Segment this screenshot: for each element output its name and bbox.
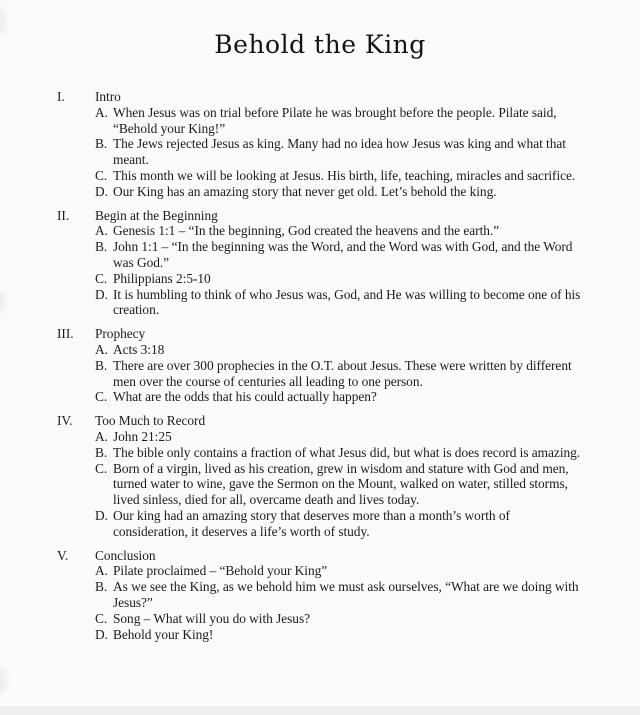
item-text: Our king had an amazing story that deserves more than a month’s worth of consideration, it deserves a life’s worth of study.	[113, 507, 510, 539]
item-text: John 1:1 – “In the beginning was the Word, and the Word was with God, and the Word was God.”	[113, 239, 573, 270]
section-heading: Conclusion	[95, 547, 156, 563]
outline-item	[95, 429, 585, 445]
item-text: As we see the King, as we behold him we must ask ourselves, “What are we doing with Jesus?”	[113, 579, 579, 610]
outline-item	[95, 445, 585, 461]
section-heading-row	[57, 326, 585, 342]
section-heading: Too Much to Record	[95, 413, 206, 429]
item-text: Our King has an amazing story that never get old. Let’s behold the king.	[113, 183, 497, 199]
outline-item	[95, 508, 585, 540]
outline-item	[95, 461, 585, 508]
outline-section-begin-at-the-beginning	[57, 208, 585, 319]
item-text: Song – What will you do with Jesus?	[113, 610, 310, 626]
section-numeral: V.	[57, 547, 69, 563]
item-letter: A.	[95, 428, 108, 444]
item-text: This month we will be looking at Jesus. His birth, life, teaching, miracles and sacrifice.	[113, 167, 576, 183]
item-text: The bible only contains a fraction of what Jesus did, but what is does record is amazing.	[113, 444, 581, 460]
item-text: The Jews rejected Jesus as king. Many had no idea how Jesus was king and what that meant.	[113, 136, 566, 168]
outline-item	[95, 342, 585, 358]
outline-item	[95, 579, 585, 611]
scan-artifact	[0, 668, 7, 694]
section-numeral: III.	[57, 326, 74, 342]
item-letter: A.	[95, 563, 108, 579]
section-items	[95, 223, 585, 318]
section-heading-row	[57, 413, 585, 429]
item-letter: B.	[95, 444, 108, 460]
item-text: Born of a virgin, lived as his creation, grew in wisdom and stature with God and men, turned water to wine, gave the Sermon on the Mount, walked on water, stilled storms, lived sinless, died for all, overcame death and lives today.	[113, 460, 569, 508]
section-heading: Begin at the Beginning	[95, 207, 218, 223]
section-numeral: I.	[57, 89, 65, 104]
outline-item	[95, 563, 585, 579]
item-text: It is humbling to think of who Jesus was, God, and He was willing to become one of his creation.	[113, 286, 581, 318]
item-letter: D.	[95, 507, 108, 523]
section-items	[95, 563, 585, 642]
section-items	[95, 429, 585, 540]
page-title: Behold the King	[214, 30, 426, 59]
item-letter: A.	[95, 104, 108, 120]
item-letter: C.	[95, 460, 108, 476]
item-text: Behold your King!	[113, 626, 214, 642]
outline-item	[95, 389, 585, 405]
item-letter: D.	[95, 286, 108, 302]
outline-section-too-much-to-record	[57, 413, 585, 539]
outline-item	[95, 287, 585, 319]
section-heading-row	[57, 548, 585, 564]
item-text: When Jesus was on trial before Pilate he was brought before the people. Pilate said, “Behold your King!”	[113, 104, 557, 136]
item-text: There are over 300 prophecies in the O.T. about Jesus. These were written by different men over the course of centuries all leading to one person.	[113, 357, 572, 389]
outline-item	[95, 105, 585, 137]
item-text: Acts 3:18	[113, 341, 165, 357]
item-text: John 21:25	[113, 428, 172, 444]
item-text: Philippians 2:5-10	[113, 270, 211, 286]
section-heading-row	[57, 208, 585, 224]
section-heading-row	[57, 89, 585, 105]
outline-item	[95, 271, 585, 287]
item-letter: B.	[95, 136, 108, 152]
item-text: Pilate proclaimed – “Behold your King”	[113, 563, 328, 579]
outline-item	[95, 358, 585, 390]
item-text: What are the odds that his could actually happen?	[113, 389, 377, 405]
outline-item	[95, 136, 585, 168]
outline-section-conclusion	[57, 548, 585, 643]
section-heading: Prophecy	[95, 326, 146, 342]
item-letter: D.	[95, 626, 108, 642]
section-numeral: II.	[57, 207, 70, 223]
item-text: Genesis 1:1 – “In the beginning, God created the heavens and the earth.”	[113, 223, 500, 239]
item-letter: B.	[95, 579, 108, 595]
section-items	[95, 342, 585, 405]
item-letter: C.	[95, 610, 108, 626]
item-letter: C.	[95, 270, 108, 286]
outline-item	[95, 239, 585, 271]
item-letter: B.	[95, 357, 108, 373]
outline-item	[95, 184, 585, 200]
outline-item	[95, 627, 585, 643]
outline	[0, 89, 640, 642]
item-letter: D.	[95, 183, 108, 199]
item-letter: B.	[95, 239, 108, 255]
outline-item	[95, 168, 585, 184]
outline-section-intro	[57, 89, 585, 200]
outline-item	[95, 223, 585, 239]
outline-item	[95, 611, 585, 627]
outline-section-prophecy	[57, 326, 585, 405]
section-numeral: IV.	[57, 413, 73, 429]
item-letter: C.	[95, 167, 108, 183]
item-letter: A.	[95, 341, 108, 357]
item-letter: C.	[95, 389, 108, 405]
section-items	[95, 105, 585, 200]
scan-edge-strip	[0, 706, 640, 715]
item-letter: A.	[95, 223, 108, 239]
section-heading: Intro	[95, 89, 121, 104]
